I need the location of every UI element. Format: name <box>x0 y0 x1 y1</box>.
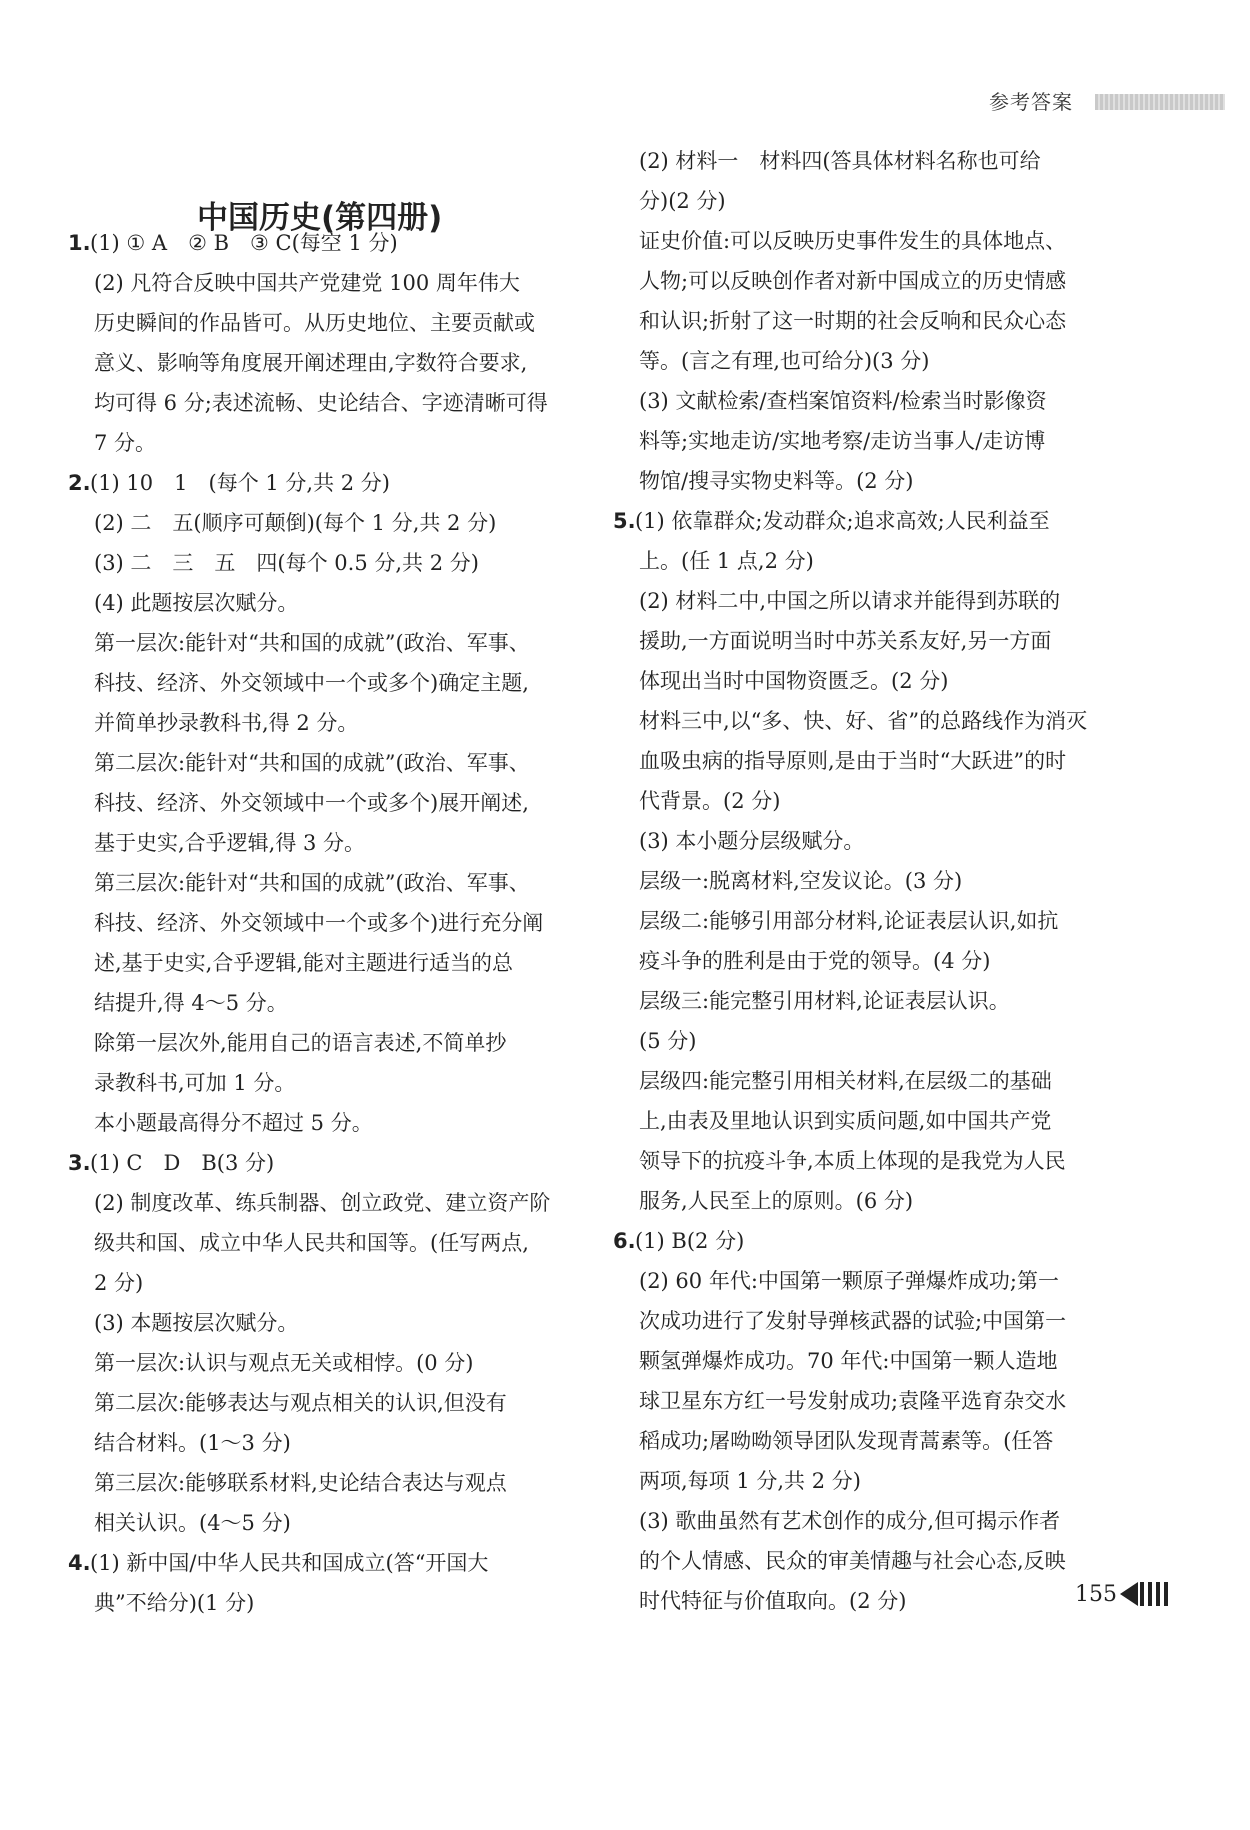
answer-line <box>615 661 1120 701</box>
answer-text: 两项,每项 1 分,共 2 分) <box>639 1469 861 1493</box>
answer-text: (1) ① A ② B ③ C(每空 1 分) <box>90 231 398 255</box>
answer-text: 次成功进行了发射导弹核武器的试验;中国第一 <box>639 1309 1067 1333</box>
answer-line <box>70 983 580 1023</box>
answer-line <box>615 421 1120 461</box>
answer-text: (1) 新中国/中华人民共和国成立(答“开国大 <box>90 1551 489 1575</box>
answer-text: (2) 二 五(顺序可颠倒)(每个 1 分,共 2 分) <box>94 511 497 535</box>
answer-text: (2) 制度改革、练兵制器、创立政党、建立资产阶 <box>94 1191 551 1215</box>
answer-line <box>70 263 580 303</box>
answer-line <box>70 1063 580 1103</box>
answer-text: 意义、影响等角度展开阐述理由,字数符合要求, <box>94 351 528 375</box>
answer-line <box>70 783 580 823</box>
page-title: 中国历史(第四册) <box>197 200 443 236</box>
answer-line <box>70 623 580 663</box>
answer-text: 人物;可以反映创作者对新中国成立的历史情感 <box>639 269 1067 293</box>
answer-text: 级共和国、成立中华人民共和国等。(任写两点, <box>94 1231 529 1255</box>
answer-text: (1) B(2 分) <box>635 1229 745 1253</box>
answer-line <box>70 663 580 703</box>
page-number: 155 <box>1075 1582 1117 1607</box>
answer-line <box>70 1023 580 1063</box>
answer-text: 代背景。(2 分) <box>639 789 781 813</box>
answer-line <box>70 1463 580 1503</box>
answer-text: 2 分) <box>94 1271 144 1295</box>
answer-line <box>70 343 580 383</box>
answer-line <box>615 1301 1120 1341</box>
answer-line <box>70 503 580 543</box>
answer-line <box>615 1221 1120 1261</box>
answer-text: 服务,人民至上的原则。(6 分) <box>639 1189 914 1213</box>
right-answers <box>615 141 1120 1621</box>
answer-line <box>70 223 580 263</box>
answer-line <box>70 383 580 423</box>
answer-text: 录教科书,可加 1 分。 <box>94 1071 296 1095</box>
answer-line <box>70 943 580 983</box>
answer-line <box>70 743 580 783</box>
answer-line <box>615 821 1120 861</box>
question-number: 1. <box>68 231 91 255</box>
answer-text: 科技、经济、外交领域中一个或多个)确定主题, <box>94 671 529 695</box>
answer-line <box>615 1461 1120 1501</box>
answer-line <box>615 781 1120 821</box>
answer-text: 结合材料。(1～3 分) <box>94 1431 291 1455</box>
answer-text: 历史瞬间的作品皆可。从历史地位、主要贡献或 <box>94 311 535 335</box>
answer-text: 第三层次:能针对“共和国的成就”(政治、军事、 <box>94 871 530 895</box>
answer-text: 颗氢弹爆炸成功。70 年代:中国第一颗人造地 <box>639 1349 1058 1373</box>
answer-line <box>615 581 1120 621</box>
answer-text: 料等;实地走访/实地考察/走访当事人/走访博 <box>639 429 1046 453</box>
answer-line <box>615 141 1120 181</box>
answer-line <box>70 863 580 903</box>
question-number: 4. <box>68 1551 91 1575</box>
answer-line <box>615 1141 1120 1181</box>
answer-line <box>70 303 580 343</box>
answer-text: 相关认识。(4～5 分) <box>94 1511 291 1535</box>
answer-text: 结提升,得 4～5 分。 <box>94 991 288 1015</box>
answer-line <box>70 1583 580 1623</box>
answer-text: 均可得 6 分;表述流畅、史论结合、字迹清晰可得 <box>94 391 548 415</box>
answer-line <box>615 461 1120 501</box>
answer-text: 科技、经济、外交领域中一个或多个)进行充分阐 <box>94 911 544 935</box>
answer-text: 的个人情感、民众的审美情趣与社会心态,反映 <box>639 1549 1066 1573</box>
answer-line <box>70 903 580 943</box>
answer-text: 材料三中,以“多、快、好、省”的总路线作为消灭 <box>639 709 1088 733</box>
answer-line <box>70 423 580 463</box>
answer-line <box>70 1183 580 1223</box>
answer-line <box>615 1101 1120 1141</box>
answer-text: 稻成功;屠呦呦领导团队发现青蒿素等。(任答 <box>639 1429 1054 1453</box>
header-decor-bar <box>1095 94 1225 110</box>
answer-line <box>70 1143 580 1183</box>
answer-text: 上,由表及里地认识到实质问题,如中国共产党 <box>639 1109 1052 1133</box>
answer-text: 7 分。 <box>94 431 157 455</box>
answer-line <box>615 261 1120 301</box>
answer-text: 本小题最高得分不超过 5 分。 <box>94 1111 373 1135</box>
answer-line <box>70 1503 580 1543</box>
answer-text: (2) 材料一 材料四(答具体材料名称也可给 <box>639 149 1041 173</box>
answer-text: 基于史实,合乎逻辑,得 3 分。 <box>94 831 366 855</box>
answer-line <box>70 703 580 743</box>
answer-line <box>615 181 1120 221</box>
answer-text: 和认识;折射了这一时期的社会反响和民众心态 <box>639 309 1067 333</box>
header-label: 参考答案 <box>989 90 1073 114</box>
answer-line <box>70 583 580 623</box>
answer-line <box>615 741 1120 781</box>
answer-text: 等。(言之有理,也可给分)(3 分) <box>639 349 930 373</box>
answer-text: (1) 10 1 (每个 1 分,共 2 分) <box>90 471 390 495</box>
answer-line <box>615 381 1120 421</box>
answer-text: 第一层次:认识与观点无关或相悖。(0 分) <box>94 1351 474 1375</box>
answer-text: 第二层次:能够表达与观点相关的认识,但没有 <box>94 1391 507 1415</box>
question-number: 2. <box>68 471 91 495</box>
page-bars-icon <box>1140 1582 1170 1606</box>
answer-text: 层级一:脱离材料,空发议论。(3 分) <box>639 869 963 893</box>
answer-line <box>70 823 580 863</box>
answer-line <box>615 981 1120 1021</box>
question-number: 5. <box>613 509 636 533</box>
answer-text: (2) 凡符合反映中国共产党建党 100 周年伟大 <box>94 271 520 295</box>
answer-text: 体现出当时中国物资匮乏。(2 分) <box>639 669 949 693</box>
answer-text: (1) C D B(3 分) <box>90 1151 275 1175</box>
answer-text: (2) 材料二中,中国之所以请求并能得到苏联的 <box>639 589 1061 613</box>
answer-text: (4) 此题按层次赋分。 <box>94 591 299 615</box>
answer-line <box>615 341 1120 381</box>
answer-line <box>615 301 1120 341</box>
answer-text: 第一层次:能针对“共和国的成就”(政治、军事、 <box>94 631 530 655</box>
answer-text: 层级四:能完整引用相关材料,在层级二的基础 <box>639 1069 1052 1093</box>
answer-text: (3) 文献检索/查档案馆资料/检索当时影像资 <box>639 389 1047 413</box>
answer-text: (5 分) <box>639 1029 697 1053</box>
answer-text: 球卫星东方红一号发射成功;袁隆平选育杂交水 <box>639 1389 1067 1413</box>
answer-text: (2) 60 年代:中国第一颗原子弹爆炸成功;第一 <box>639 1269 1059 1293</box>
answer-line <box>615 1381 1120 1421</box>
answer-line <box>70 1263 580 1303</box>
answer-line <box>615 1581 1120 1621</box>
answer-text: 科技、经济、外交领域中一个或多个)展开阐述, <box>94 791 529 815</box>
left-answers <box>70 223 580 1623</box>
answer-line <box>70 1343 580 1383</box>
answer-text: 第二层次:能针对“共和国的成就”(政治、军事、 <box>94 751 530 775</box>
answer-text: 疫斗争的胜利是由于党的领导。(4 分) <box>639 949 991 973</box>
answer-line <box>70 1303 580 1343</box>
answer-text: (3) 本小题分层级赋分。 <box>639 829 865 853</box>
answer-text: 证史价值:可以反映历史事件发生的具体地点、 <box>639 229 1067 253</box>
answer-line <box>615 541 1120 581</box>
answer-text: (3) 二 三 五 四(每个 0.5 分,共 2 分) <box>94 551 479 575</box>
answer-line <box>615 1261 1120 1301</box>
answer-text: 除第一层次外,能用自己的语言表述,不简单抄 <box>94 1031 507 1055</box>
answer-line <box>615 1421 1120 1461</box>
answer-text: 并简单抄录教科书,得 2 分。 <box>94 711 359 735</box>
answer-text: (3) 歌曲虽然有艺术创作的成分,但可揭示作者 <box>639 1509 1061 1533</box>
answer-line <box>615 1181 1120 1221</box>
answer-text: 层级三:能完整引用材料,论证表层认识。 <box>639 989 1010 1013</box>
answer-line <box>615 1541 1120 1581</box>
answer-line <box>615 941 1120 981</box>
answer-text: (1) 依靠群众;发动群众;追求高效;人民利益至 <box>635 509 1050 533</box>
answer-line <box>70 463 580 503</box>
question-number: 6. <box>613 1229 636 1253</box>
answer-line <box>615 1501 1120 1541</box>
answer-text: 物馆/搜寻实物史料等。(2 分) <box>639 469 914 493</box>
answer-text: 第三层次:能够联系材料,史论结合表达与观点 <box>94 1471 507 1495</box>
answer-text: 层级二:能够引用部分材料,论证表层认识,如抗 <box>639 909 1059 933</box>
answer-text: 血吸虫病的指导原则,是由于当时“大跃进”的时 <box>639 749 1067 773</box>
answer-text: (3) 本题按层次赋分。 <box>94 1311 299 1335</box>
answer-text: 述,基于史实,合乎逻辑,能对主题进行适当的总 <box>94 951 514 975</box>
answer-line <box>615 221 1120 261</box>
page-arrow-icon <box>1120 1582 1138 1606</box>
answer-line <box>615 901 1120 941</box>
answer-line <box>70 1223 580 1263</box>
answer-line <box>70 1103 580 1143</box>
answer-line <box>615 861 1120 901</box>
answer-line <box>615 621 1120 661</box>
answer-line <box>615 1341 1120 1381</box>
answer-line <box>615 501 1120 541</box>
answer-text: 援助,一方面说明当时中苏关系友好,另一方面 <box>639 629 1052 653</box>
question-number: 3. <box>68 1151 91 1175</box>
answer-text: 分)(2 分) <box>639 189 726 213</box>
answer-text: 领导下的抗疫斗争,本质上体现的是我党为人民 <box>639 1149 1066 1173</box>
answer-line <box>615 1061 1120 1101</box>
answer-line <box>70 1383 580 1423</box>
answer-text: 时代特征与价值取向。(2 分) <box>639 1589 907 1613</box>
answer-line <box>70 1543 580 1583</box>
answer-line <box>70 543 580 583</box>
answer-line <box>615 1021 1120 1061</box>
answer-line <box>615 701 1120 741</box>
answer-line <box>70 1423 580 1463</box>
answer-text: 上。(任 1 点,2 分) <box>639 549 814 573</box>
answer-text: 典”不给分)(1 分) <box>94 1591 255 1615</box>
